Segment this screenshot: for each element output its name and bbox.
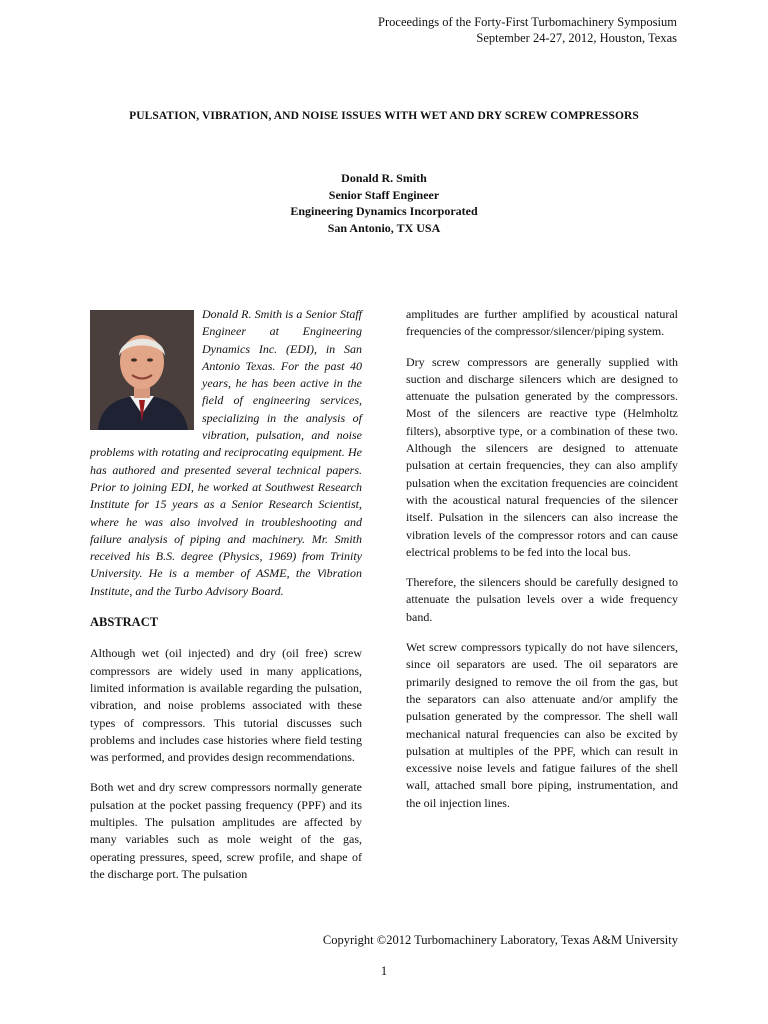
author-location: San Antonio, TX USA — [327, 220, 441, 235]
header-line-1: Proceedings of the Forty-First Turbomachinery Symposium — [378, 15, 677, 29]
author-company: Engineering Dynamics Incorporated — [290, 204, 478, 218]
body-paragraph-2: Dry screw compressors are generally supplied with suction and discharge silencers which are designed to attenuate the pulsation generated by the compressors. Most of the silencers are reactive type (Helmholtz filters), absorptive type, or a combination of these two. Although the silencers are designed to attenuate pulsation at certain frequencies, they can also amplify pulsation when the excitation frequencies are coincident with the acoustical natural frequencies of the silencer itself. Pulsation in the silencers can also increase the vibration levels of the compressor rotors and can cause electrical problems to be fed into the local bus. — [406, 354, 678, 559]
abstract-paragraph-1: Although wet (oil injected) and dry (oil free) screw compressors are widely used in many applications, limited information is available regarding the pulsation, vibration, and noise problems associated with these types of compressors. This tutorial discusses such problems and includes case histories where field testing was performed, and provides design recommendations. — [90, 646, 362, 765]
page-number: 1 — [380, 964, 388, 978]
author-biography: Donald R. Smith is a Senior Staff Engineer at Engineering Dynamics Inc. (EDI), in San Antonio Texas. For the past 40 years, he has been active in the field of engineering services, specializing in the analysis of vibration, pulsation, and noise problems with rotating and reciprocating equipment. He has authored and presented several technical papers. Prior to joining EDI, he worked at Southwest Research Institute for 15 years as a Senior Research Scientist, where he was also involved in troubleshooting and failure analysis of piping and machinery. Mr. Smith received his B.S. degree (Physics, 1969) from Trinity University. He is a member of ASME, the Vibration Institute, and the Turbo Advisory Board. — [90, 307, 362, 598]
abstract-heading: ABSTRACT — [90, 615, 159, 630]
author-photo — [90, 310, 194, 430]
author-block — [0, 170, 768, 236]
proceedings-header — [378, 14, 677, 46]
paper-title: PULSATION, VIBRATION, AND NOISE ISSUES WITH WET AND DRY SCREW COMPRESSORS — [129, 110, 639, 122]
author-name: Donald R. Smith — [341, 171, 427, 185]
body-paragraph-4: Wet screw compressors typically do not have silencers, since oil separators are used. The oil separators are primarily designed to remove the oil from the gas, but the separators can also attenuate and/or amplify the pulsation generated by the compressor. The shell wall mechanical natural frequencies can also be excited by pulsation at multiples of the PPF, which can result in excessive noise levels and fatigue failures of the shell wall, attached small bore piping, instrumentation, and the oil injection lines. — [406, 640, 678, 810]
right-column — [406, 306, 678, 825]
header-line-2: September 24-27, 2012, Houston, Texas — [476, 31, 677, 45]
body-paragraph-1: amplitudes are further amplified by acoustical natural frequencies of the compressor/silencer/piping system. — [406, 307, 678, 339]
body-paragraph-3: Therefore, the silencers should be carefully designed to attenuate the pulsation levels over a wide frequency band. — [406, 575, 678, 624]
author-position: Senior Staff Engineer — [328, 187, 440, 202]
left-column — [90, 306, 362, 896]
abstract-paragraph-2: Both wet and dry screw compressors normally generate pulsation at the pocket passing frequency (PPF) and its multiples. The pulsation amplitudes are affected by many variables such as mole weight of the gas, operating pressures, speed, screw profile, and shape of the discharge port. The pulsation — [90, 780, 362, 881]
copyright-footer: Copyright ©2012 Turbomachinery Laboratory, Texas A&M University — [322, 933, 678, 947]
